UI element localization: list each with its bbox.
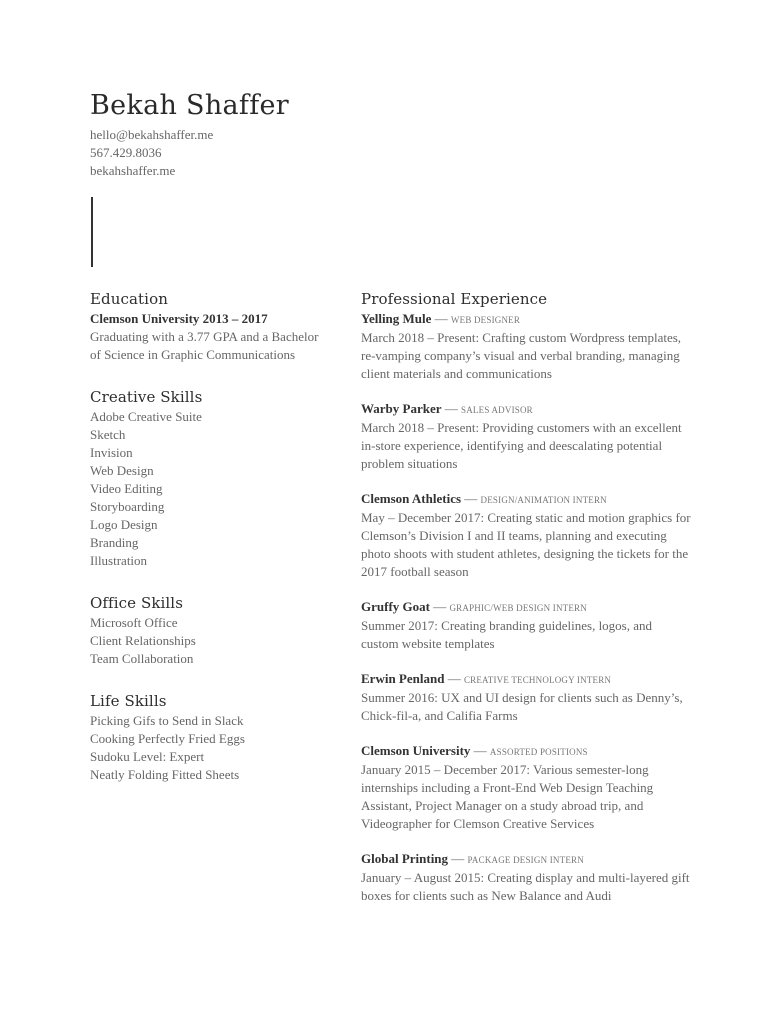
list-item: Client Relationships [90, 633, 196, 648]
job-entry [361, 400, 691, 473]
job-separator: — [447, 671, 461, 686]
job-entry [361, 670, 691, 725]
job-separator: — [444, 401, 458, 416]
job-role: GRAPHIC/WEB DESIGN INTERN [449, 603, 587, 613]
job-separator: — [464, 491, 478, 506]
job-entry [361, 850, 691, 905]
list-item: Web Design [90, 463, 154, 478]
list-item: Storyboarding [90, 499, 165, 514]
list-item: Invision [90, 445, 133, 460]
office-skills-title: Office Skills [90, 594, 183, 612]
job-separator: — [434, 311, 448, 326]
list-item: Branding [90, 535, 139, 550]
job-role: CREATIVE TECHNOLOGY INTERN [463, 675, 612, 685]
office-skills-list [90, 614, 330, 668]
list-item: Picking Gifs to Send in Slack [90, 713, 244, 728]
job-role: DESIGN/ANIMATION INTERN [480, 495, 607, 505]
job-description: May – December 2017: Creating static and motion graphics for Clemson’s Division I and II teams, planning and executing photo shoots with student athletes, designing the tickets for the 2017 football season [361, 510, 691, 579]
life-skills-title: Life Skills [90, 692, 167, 710]
left-column [90, 288, 330, 806]
job-header [361, 670, 691, 689]
job-header [361, 400, 691, 419]
list-item: Neatly Folding Fitted Sheets [90, 767, 240, 782]
right-column [361, 288, 691, 922]
list-item: Adobe Creative Suite [90, 409, 202, 424]
office-skills-section [90, 592, 330, 668]
life-skills-list [90, 712, 330, 784]
list-item: Sudoku Level: Expert [90, 749, 205, 764]
job-header [361, 598, 691, 617]
job-company: Yelling Mule [361, 311, 432, 326]
job-company: Gruffy Goat [361, 599, 430, 614]
contact-email: hello@bekahshaffer.me [90, 127, 214, 142]
job-description: March 2018 – Present: Providing customers with an excellent in-store experience, identifying and deescalating potential problem situations [361, 420, 682, 471]
job-description: January 2015 – December 2017: Various semester-long internships including a Front-End Web Design Teaching Assistant, Project Manager on a study abroad trip, and Videographer for Clemson Creative Services [361, 762, 654, 831]
job-role: SALES ADVISOR [461, 405, 533, 415]
list-item: Microsoft Office [90, 615, 178, 630]
job-description: Summer 2017: Creating branding guidelines, logos, and custom website templates [361, 618, 653, 651]
education-school: Clemson University 2013 – 2017 [90, 311, 268, 326]
education-title: Education [90, 290, 168, 308]
job-header [361, 850, 691, 869]
creative-skills-section [90, 386, 330, 570]
creative-skills-list [90, 408, 330, 570]
education-description: Graduating with a 3.77 GPA and a Bachelor of Science in Graphic Communications [90, 329, 319, 362]
list-item: Illustration [90, 553, 148, 568]
job-entry [361, 598, 691, 653]
job-role: ASSORTED POSITIONS [489, 747, 588, 757]
job-description: March 2018 – Present: Crafting custom Wordpress templates, re-vamping company’s visual and verbal branding, managing client materials and communications [361, 330, 682, 381]
contact-website: bekahshaffer.me [90, 163, 176, 178]
job-entry [361, 310, 691, 383]
job-entry [361, 490, 691, 581]
job-description: January – August 2015: Creating display and multi-layered gift boxes for clients such as New Balance and Audi [361, 870, 690, 903]
job-role: WEB DESIGNER [450, 315, 521, 325]
list-item: Team Collaboration [90, 651, 194, 666]
job-role: PACKAGE DESIGN INTERN [467, 855, 584, 865]
creative-skills-title: Creative Skills [90, 388, 203, 406]
job-company: Erwin Penland [361, 671, 445, 686]
contact-phone: 567.429.8036 [90, 145, 162, 160]
job-separator: — [451, 851, 465, 866]
job-separator: — [473, 743, 487, 758]
list-item: Logo Design [90, 517, 158, 532]
job-company: Warby Parker [361, 401, 442, 416]
education-section [90, 288, 330, 364]
job-header [361, 310, 691, 329]
list-item: Cooking Perfectly Fried Eggs [90, 731, 245, 746]
job-header [361, 490, 691, 509]
resume-name: Bekah Shaffer [90, 90, 290, 121]
job-company: Clemson Athletics [361, 491, 462, 506]
job-header [361, 742, 691, 761]
experience-title: Professional Experience [361, 290, 548, 308]
job-separator: — [433, 599, 447, 614]
job-entry [361, 742, 691, 833]
list-item: Sketch [90, 427, 126, 442]
vertical-divider [91, 197, 93, 267]
list-item: Video Editing [90, 481, 163, 496]
job-description: Summer 2016: UX and UI design for clients such as Denny’s, Chick-fil-a, and Califia Farms [361, 690, 683, 723]
job-company: Global Printing [361, 851, 449, 866]
contact-info [90, 126, 213, 180]
life-skills-section [90, 690, 330, 784]
job-company: Clemson University [361, 743, 471, 758]
